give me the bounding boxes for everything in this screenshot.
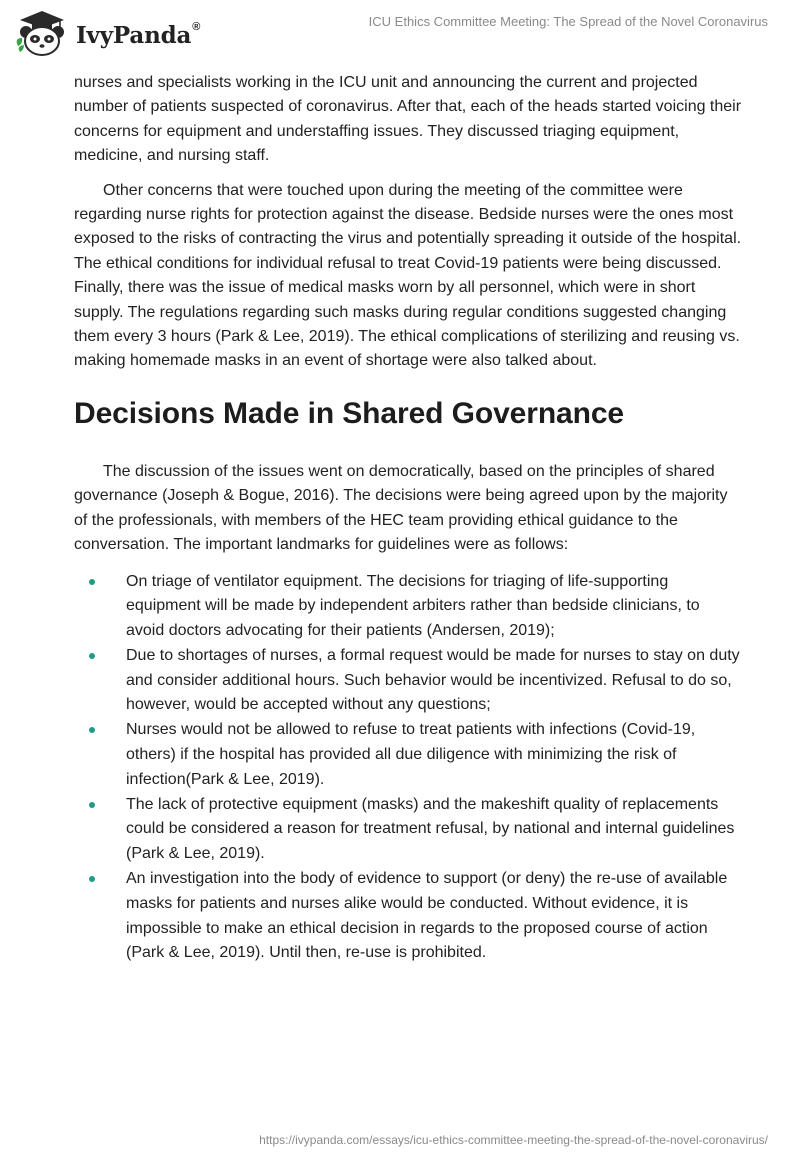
list-item: [74, 644, 742, 718]
bullet-dot-icon: [89, 802, 95, 808]
page-header: [0, 0, 800, 70]
essay-content: [74, 71, 742, 966]
intro-paragraph: The discussion of the issues went on democratically, based on the principles of shared governance (Joseph & Bogue, 2016). The decisions were being agreed upon by the majority of the professionals, with members of the HEC team providing ethical guidance to the conversation. The important landmarks for guidelines were as follows:: [74, 462, 728, 554]
bullet-dot-icon: [89, 579, 95, 585]
section-heading: Decisions Made in Shared Governance: [74, 396, 625, 430]
list-item-text: The lack of protective equipment (masks) and the makeshift quality of replacements could be considered a reason for treatment refusal, by national and internal guidelines (Park & Lee, 2019).: [126, 795, 735, 863]
list-item: [74, 867, 742, 966]
source-url[interactable]: https://ivypanda.com/essays/icu-ethics-committee-meeting-the-spread-of-the-novel-coronavirus/: [259, 1133, 768, 1147]
guidelines-list: [74, 570, 742, 967]
bullet-dot-icon: [89, 876, 95, 882]
list-item: [74, 718, 742, 792]
list-item: [74, 570, 742, 644]
logo-wordmark: IvyPanda®: [76, 20, 201, 49]
list-item-text: On triage of ventilator equipment. The decisions for triaging of life-supporting equipment will be made by independent arbiters rather than bedside clinicians, to avoid doctors advocating for their patients (Andersen, 2019);: [126, 572, 700, 640]
list-item: [74, 793, 742, 867]
list-item-text: An investigation into the body of evidence to support (or deny) the re-use of available masks for patients and nurses alike would be conducted. Without evidence, it is impossible to make an ethical decision in regards to the proposed course of action (Park & Lee, 2019). Until then, re-use is prohibited.: [126, 870, 728, 962]
body-paragraph: nurses and specialists working in the ICU unit and announcing the current and projected number of patients suspected of coronavirus. After that, each of the heads started voicing their concerns for equipment and understaffing issues. They discussed triaging equipment, medicine, and nursing staff.: [74, 74, 742, 165]
bullet-dot-icon: [89, 653, 95, 659]
bullet-dot-icon: [89, 727, 95, 733]
list-item-text: Due to shortages of nurses, a formal request would be made for nurses to stay on duty and consider additional hours. Such behavior would be incentivized. Refusal to do so, however, would be accepted without any questions;: [126, 646, 740, 714]
ivypanda-logo[interactable]: [14, 8, 200, 58]
running-title: ICU Ethics Committee Meeting: The Spread of the Novel Coronavirus: [368, 14, 768, 29]
list-item-text: Nurses would not be allowed to refuse to treat patients with infections (Covid-19, others) if the hospital has provided all due diligence with minimizing the risk of infection(Park & Lee, 2019).: [126, 721, 696, 788]
body-paragraph: Other concerns that were touched upon during the meeting of the committee were regarding nurse rights for protection against the disease. Bedside nurses were the ones most exposed to the risks of contracting the virus and potentially spreading it outside of the hospital. The ethical conditions for individual refusal to treat Covid-19 patients were being discussed. Finally, there was the issue of medical masks worn by all personnel, which were in short supply. The regulations regarding such masks during regular conditions suggested changing them every 3 hours (Park & Lee, 2019). The ethical complications of sterilizing and reusing vs. making homemade masks in an event of shortage were also talked about.: [74, 181, 742, 370]
panda-graduate-icon: [14, 8, 70, 58]
